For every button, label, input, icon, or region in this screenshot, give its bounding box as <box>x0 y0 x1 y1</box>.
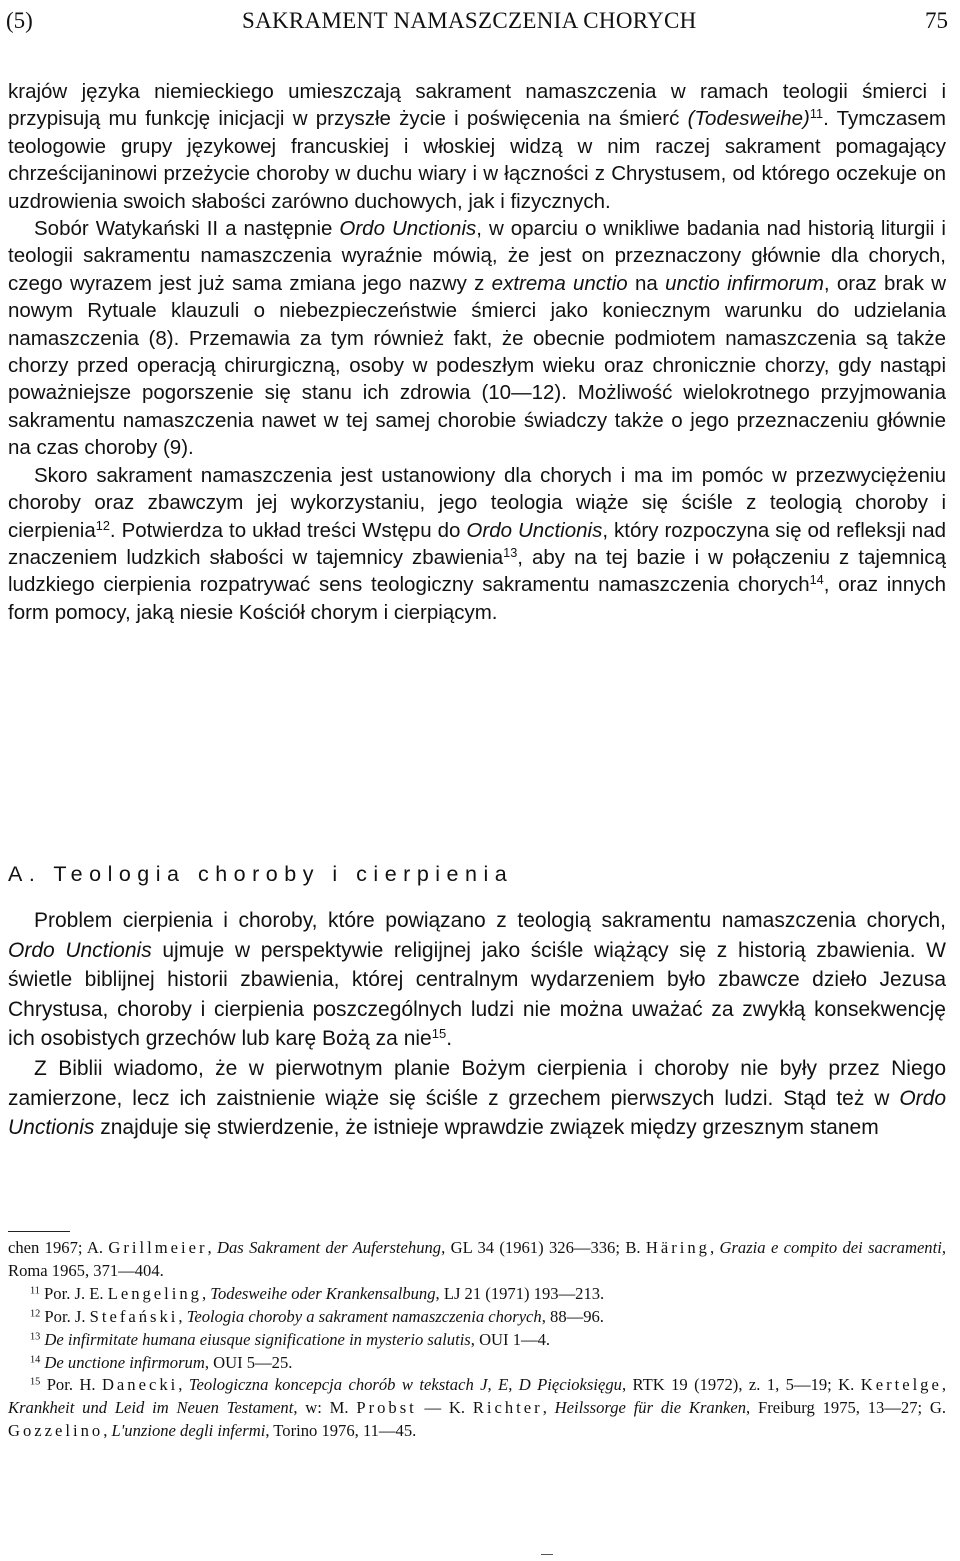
text-run: Skoro sakrament namaszczenia jest ustanowiony dla chorych i ma im pomóc w przezwyciężeniu choroby oraz zbawczym jej wykorzystaniu, jego teologia wiąże się ściśle z teologią choroby i cierpienia <box>8 463 946 542</box>
text-run: , który rozpoczyna się od refleksji nad znaczeniem ludzkich słabości w tajemnicy zbawienia <box>8 518 947 569</box>
text-run: , Freiburg 1975, 13—27; G. <box>746 1398 947 1418</box>
footnote-number: 11 <box>30 1285 40 1297</box>
italic-term: Ordo Unctionis <box>339 217 477 241</box>
text-run: , oraz innych form pomocy, jaką niesie Kościół chorym i cierpiącym. <box>8 573 946 624</box>
text-run: , <box>103 1421 112 1441</box>
text-run: znajduje się stwierdzenie, że istnieje wprawdzie związek między grzesznym stanem <box>94 1116 879 1140</box>
text-run: chen 1967; A. <box>8 1238 109 1257</box>
italic-term: extrema unctio <box>491 271 628 295</box>
text-run: . Potwierdza to układ treści Wstępu do <box>109 518 467 542</box>
footnote-number: 14 <box>30 1353 41 1365</box>
main-text <box>8 78 946 626</box>
author-name: Stefański <box>89 1306 179 1326</box>
author-name: Lengeling <box>107 1283 202 1303</box>
text-run: , <box>542 1398 555 1418</box>
author-name: Richter <box>472 1398 543 1418</box>
footnote-separator <box>8 1231 70 1232</box>
text-run: , Torino 1976, 11—45. <box>265 1421 417 1441</box>
cited-title: Teologia choroby a sakrament namaszczenia chorych <box>186 1306 542 1326</box>
text-run: ujmuje w perspektywie religijnej jako ściśle wiążący się z historią zbawienia. W świetle biblijnej historii zbawienia, której centralnym wydarzeniem było zbawcze dzieło Jezusa Chrystusa, choroby i cierpienia poszczególnych ludzi nie można uważać za zwykłą konsekwencję ich osobistych grzechów lub karę Bożą za nie <box>8 938 947 1051</box>
running-title: SAKRAMENT NAMASZCZENIA CHORYCH <box>242 8 697 33</box>
footnote-12 <box>8 1306 946 1329</box>
text-run: , aby na tej bazie i w połączeniu z tajemnicą ludzkiego cierpienia rozpatrywać sens teologiczny sakramentu namaszczenia chorych <box>8 545 946 597</box>
paragraph-1 <box>8 78 946 215</box>
text-run: . Tymczasem teologowie grupy językowej francuskiej i włoskiej widzą w nim raczej sakrament pomagający chrześcijaninowi przeżycie choroby w duchu wiary i w łączności z Chrystusem, od którego oczekuje on uzdrowienia swoich słabości zarówno duchowych, jak i fizycznych. <box>8 107 946 213</box>
chapter-number: (5) <box>6 8 33 33</box>
footnote-ref: 15 <box>431 1026 447 1042</box>
text-run: Sobór Watykański II a następnie <box>34 217 340 241</box>
text-run: . <box>446 1027 453 1051</box>
cited-title: Todesweihe oder Krankensalbung <box>210 1283 436 1303</box>
text-run: , GL 34 (1961) 326—336; B. <box>441 1238 646 1257</box>
text-run: , <box>201 1283 211 1303</box>
text-run: , <box>709 1238 720 1257</box>
italic-term: Ordo Unctionis <box>8 938 152 962</box>
text-run: , OUI 5—25. <box>204 1352 293 1372</box>
cited-title: Krankheit und Leid im Neuen Testament <box>8 1398 294 1418</box>
paragraph-3 <box>8 462 946 626</box>
cited-title: L'unzione degli infermi <box>111 1421 266 1441</box>
author-name: Häring <box>645 1238 710 1257</box>
text-run: krajów języka niemieckiego umieszczają sakrament namaszczenia w ramach teologii śmierci i przypisują mu funkcję inicjacji w przyszłe życie i poświęcenia na śmierć <box>8 80 946 131</box>
text-run: , LJ 21 (1971) 193—213. <box>435 1283 605 1303</box>
text-run: Por. J. <box>40 1306 90 1326</box>
author-name: Danecki <box>101 1375 179 1395</box>
italic-term: unctio infirmorum <box>665 271 824 295</box>
footnote-ref: 11 <box>809 106 824 122</box>
text-run: Por. J. E. <box>39 1283 108 1303</box>
author-name: Gozzelino <box>8 1421 104 1441</box>
footnote-number: 12 <box>30 1308 41 1320</box>
text-run: , 88—96. <box>541 1306 604 1326</box>
footnote-ref: 12 <box>95 517 110 533</box>
text-run: Por. H. <box>40 1375 102 1395</box>
cited-title: Das Sakrament der Auferstehung <box>217 1238 442 1257</box>
running-header <box>6 8 948 38</box>
cited-title: De unctione infirmorum <box>40 1352 205 1372</box>
author-name: Grillmeier <box>108 1238 208 1257</box>
author-name: Probst <box>356 1398 417 1418</box>
text-run: , oraz brak w nowym Rytuale klauzuli o niebezpieczeństwie śmierci jako koniecznym warunku do udzielania namaszczenia (8). Przemawia za tym również fakt, że obecnie podmiotem namaszczenia są także chorzy przed operacją chirurgiczną, osoby w podeszłym wieku oraz chronicznie chorzy, gdy nastąpi poważniejsze pogorszenie się stanu ich zdrowia (10—12). Możliwość wielokrotnego przyjmowania sakramentu namaszczenia nawet w tej samej chorobie świadczy także o jego przeznaczeniu głównie na czas choroby (9). <box>8 271 947 460</box>
text-run: , <box>178 1375 189 1395</box>
text-run: , RTK 19 (1972), z. 1, 5—19; K. <box>621 1375 861 1395</box>
section-heading: A. Teologia choroby i cierpienia <box>8 862 514 886</box>
italic-term: Ordo Unctionis <box>8 1086 946 1140</box>
section-text <box>8 906 946 1143</box>
cited-title: De infirmitate humana eiusque significatione in mysterio salutis <box>40 1329 471 1349</box>
text-run: — K. <box>416 1398 473 1418</box>
footnote-continuation <box>8 1237 946 1283</box>
paragraph-5 <box>8 1054 946 1143</box>
cited-title: Heilssorge für die Kranken <box>554 1398 747 1418</box>
paragraph-2 <box>8 215 946 462</box>
footnote-ref: 14 <box>809 572 824 588</box>
text-run: , <box>178 1306 187 1326</box>
text-run: , Roma 1965, 371—404. <box>8 1238 946 1280</box>
italic-term: Ordo Unctionis <box>466 518 603 542</box>
footnotes <box>8 1237 946 1443</box>
text-run: , w: M. <box>293 1398 357 1418</box>
italic-term: (Todesweihe) <box>687 107 810 131</box>
page-number: 75 <box>925 8 948 33</box>
paragraph-4 <box>8 906 946 1054</box>
footnote-11 <box>8 1283 946 1306</box>
text-run: , <box>207 1238 218 1257</box>
text-run: Z Biblii wiadomo, że w pierwotnym planie Bożym cierpienia i choroby nie były przez Niego zamierzone, lecz ich zaistnienie wiąże się ściśle z grzechem pierwszych ludzi. Stąd też w <box>8 1056 946 1110</box>
footnote-14 <box>8 1352 946 1375</box>
footnote-15 <box>8 1374 946 1443</box>
author-name: Kertelge <box>860 1375 942 1395</box>
footnote-number: 13 <box>30 1330 41 1342</box>
text-run: na <box>627 271 666 295</box>
footnote-number: 15 <box>30 1376 41 1388</box>
text-run: , <box>941 1375 946 1395</box>
cited-title: Teologiczna koncepcja chorób w tekstach J, E, D Pięcioksięgu <box>188 1375 622 1395</box>
text-run: , w oparciu o wnikliwe badania nad historią liturgii i teologii sakramentu namaszczenia wyraźnie mówią, że jest on przeznaczony głównie dla chorych, czego wyrazem jest już sama zmiana jego nazwy z <box>8 217 946 295</box>
footnote-13 <box>8 1329 946 1352</box>
text-run: , OUI 1—4. <box>470 1329 551 1349</box>
cited-title: Grazia e compito dei sacramenti <box>719 1238 942 1257</box>
text-run: Problem cierpienia i choroby, które powiązano z teologią sakramentu namaszczenia chorych, <box>34 909 946 932</box>
print-mark <box>541 1554 553 1555</box>
footnote-ref: 13 <box>503 544 518 560</box>
